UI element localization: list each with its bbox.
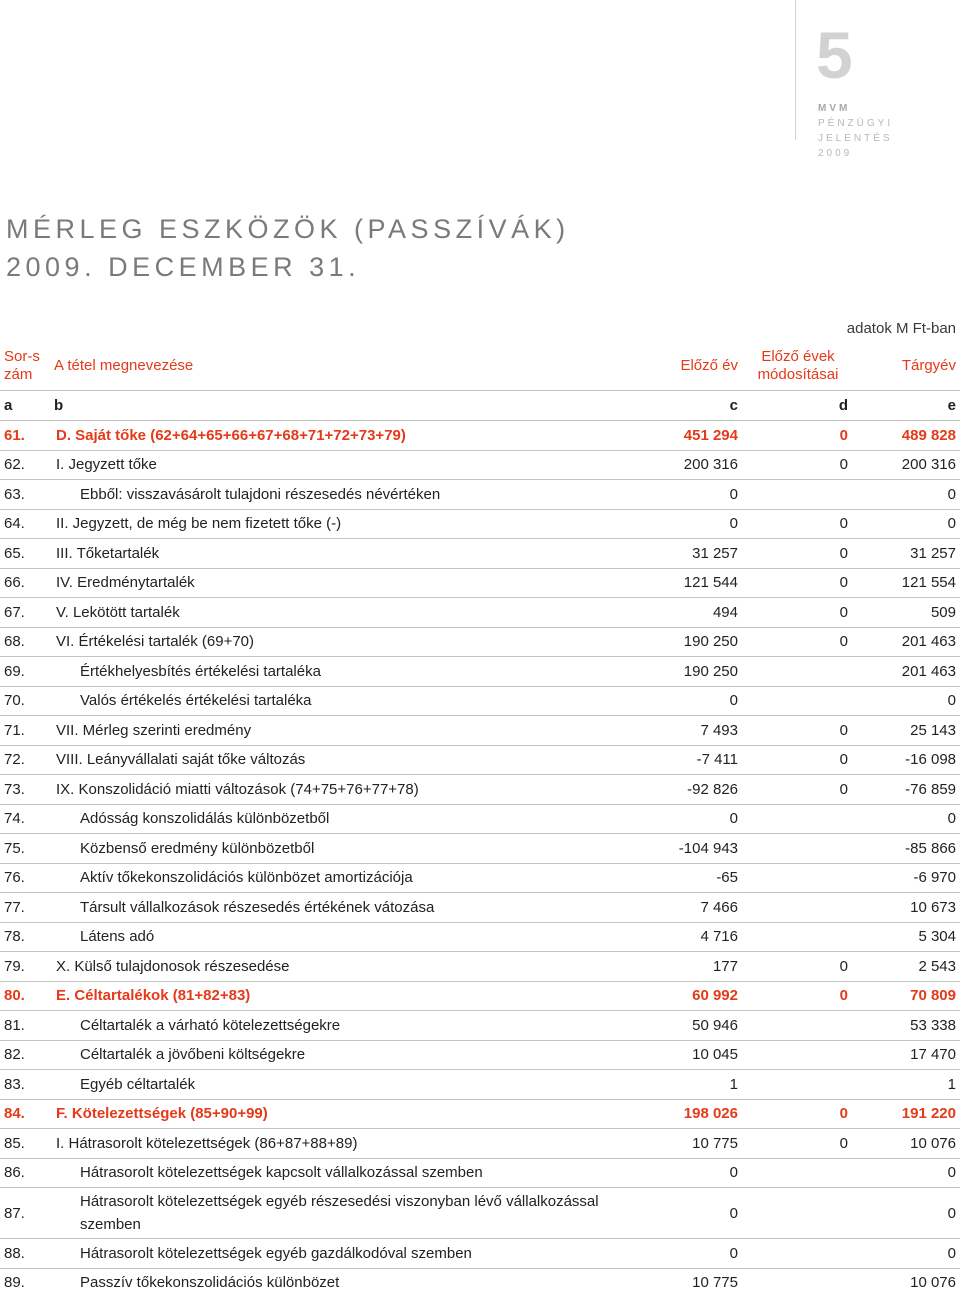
col-header-prev: Előző év <box>620 342 742 391</box>
table-row <box>0 863 960 893</box>
row-prev-year: 0 <box>620 509 742 539</box>
row-number: 77. <box>0 893 50 923</box>
row-modification <box>742 863 854 893</box>
row-current-year: 10 076 <box>854 1129 960 1159</box>
row-name: Adósság konszolidálás különbözetből <box>50 804 620 834</box>
table-row <box>0 450 960 480</box>
row-prev-year: 190 250 <box>620 657 742 687</box>
row-modification: 0 <box>742 568 854 598</box>
row-current-year: 53 338 <box>854 1011 960 1041</box>
row-name: IV. Eredménytartalék <box>50 568 620 598</box>
row-prev-year: 60 992 <box>620 981 742 1011</box>
row-modification: 0 <box>742 421 854 451</box>
row-modification <box>742 657 854 687</box>
row-current-year: 70 809 <box>854 981 960 1011</box>
row-modification: 0 <box>742 952 854 982</box>
row-modification <box>742 922 854 952</box>
row-name: II. Jegyzett, de még be nem fizetett tőke (-) <box>50 509 620 539</box>
row-current-year: 0 <box>854 509 960 539</box>
row-prev-year: 494 <box>620 598 742 628</box>
letter-a: a <box>0 391 50 421</box>
table-row <box>0 1070 960 1100</box>
row-prev-year: -65 <box>620 863 742 893</box>
chapter-number: 5 <box>816 22 853 88</box>
row-number: 62. <box>0 450 50 480</box>
row-prev-year: -7 411 <box>620 745 742 775</box>
row-name: X. Külső tulajdonosok részesedése <box>50 952 620 982</box>
row-prev-year: 177 <box>620 952 742 982</box>
table-row <box>0 1268 960 1297</box>
row-name: Céltartalék a jövőbeni költségekre <box>50 1040 620 1070</box>
row-number: 81. <box>0 1011 50 1041</box>
row-modification <box>742 480 854 510</box>
table-row <box>0 893 960 923</box>
letter-b: b <box>50 391 620 421</box>
row-modification <box>742 804 854 834</box>
row-current-year: 489 828 <box>854 421 960 451</box>
table-row <box>0 627 960 657</box>
row-modification: 0 <box>742 1099 854 1129</box>
row-name: Ebből: visszavásárolt tulajdoni részesedés névértéken <box>50 480 620 510</box>
row-current-year: 200 316 <box>854 450 960 480</box>
table-row <box>0 539 960 569</box>
row-number: 71. <box>0 716 50 746</box>
brand-year: 2009 <box>818 146 960 161</box>
table-row <box>0 922 960 952</box>
table-row <box>0 804 960 834</box>
table-row <box>0 1099 960 1129</box>
row-name: Közbenső eredmény különbözetből <box>50 834 620 864</box>
row-prev-year: 4 716 <box>620 922 742 952</box>
row-current-year: 0 <box>854 804 960 834</box>
row-number: 66. <box>0 568 50 598</box>
row-current-year: -6 970 <box>854 863 960 893</box>
row-number: 87. <box>0 1188 50 1239</box>
table-row <box>0 1188 960 1239</box>
row-modification: 0 <box>742 539 854 569</box>
page-title <box>6 210 570 286</box>
row-current-year: 0 <box>854 1239 960 1269</box>
row-name: I. Jegyzett tőke <box>50 450 620 480</box>
row-number: 89. <box>0 1268 50 1297</box>
row-name: Aktív tőkekonszolidációs különbözet amortizációja <box>50 863 620 893</box>
row-number: 79. <box>0 952 50 982</box>
row-name: Passzív tőkekonszolidációs különbözet <box>50 1268 620 1297</box>
row-current-year: -76 859 <box>854 775 960 805</box>
table-row <box>0 775 960 805</box>
row-prev-year: 0 <box>620 1158 742 1188</box>
row-name: Valós értékelés értékelési tartaléka <box>50 686 620 716</box>
table-row <box>0 568 960 598</box>
row-prev-year: 121 544 <box>620 568 742 598</box>
row-current-year: 191 220 <box>854 1099 960 1129</box>
table-row <box>0 1158 960 1188</box>
table-row <box>0 952 960 982</box>
table-row <box>0 421 960 451</box>
row-name: VI. Értékelési tartalék (69+70) <box>50 627 620 657</box>
row-current-year: 2 543 <box>854 952 960 982</box>
row-number: 74. <box>0 804 50 834</box>
row-modification <box>742 893 854 923</box>
row-modification <box>742 834 854 864</box>
row-modification <box>742 686 854 716</box>
row-current-year: -16 098 <box>854 745 960 775</box>
row-prev-year: 0 <box>620 1188 742 1239</box>
row-modification <box>742 1188 854 1239</box>
letter-c: c <box>620 391 742 421</box>
row-number: 73. <box>0 775 50 805</box>
row-number: 61. <box>0 421 50 451</box>
row-prev-year: 0 <box>620 804 742 834</box>
row-modification <box>742 1268 854 1297</box>
col-header-cur: Tárgyév <box>854 342 960 391</box>
row-prev-year: 0 <box>620 480 742 510</box>
row-number: 76. <box>0 863 50 893</box>
row-prev-year: 7 493 <box>620 716 742 746</box>
row-current-year: 10 673 <box>854 893 960 923</box>
row-name: D. Saját tőke (62+64+65+66+67+68+71+72+73+79) <box>50 421 620 451</box>
row-number: 86. <box>0 1158 50 1188</box>
row-name: E. Céltartalékok (81+82+83) <box>50 981 620 1011</box>
letter-e: e <box>854 391 960 421</box>
row-name: Hátrasorolt kötelezettségek egyéb gazdálkodóval szemben <box>50 1239 620 1269</box>
row-modification: 0 <box>742 716 854 746</box>
row-name: VIII. Leányvállalati saját tőke változás <box>50 745 620 775</box>
brand-name: MVM <box>818 101 960 116</box>
row-prev-year: 10 775 <box>620 1268 742 1297</box>
row-prev-year: 0 <box>620 1239 742 1269</box>
row-modification: 0 <box>742 627 854 657</box>
row-number: 63. <box>0 480 50 510</box>
row-prev-year: -104 943 <box>620 834 742 864</box>
row-number: 65. <box>0 539 50 569</box>
table-row <box>0 480 960 510</box>
row-prev-year: 451 294 <box>620 421 742 451</box>
row-name: Egyéb céltartalék <box>50 1070 620 1100</box>
table-row <box>0 981 960 1011</box>
row-number: 84. <box>0 1099 50 1129</box>
table-row <box>0 745 960 775</box>
row-modification: 0 <box>742 509 854 539</box>
table-row <box>0 1040 960 1070</box>
row-modification <box>742 1070 854 1100</box>
row-number: 70. <box>0 686 50 716</box>
brand-block <box>818 101 960 161</box>
row-modification: 0 <box>742 450 854 480</box>
row-number: 88. <box>0 1239 50 1269</box>
row-name: F. Kötelezettségek (85+90+99) <box>50 1099 620 1129</box>
row-current-year: 1 <box>854 1070 960 1100</box>
row-modification: 0 <box>742 598 854 628</box>
row-number: 78. <box>0 922 50 952</box>
table-row <box>0 834 960 864</box>
letter-d: d <box>742 391 854 421</box>
row-prev-year: 198 026 <box>620 1099 742 1129</box>
row-prev-year: 31 257 <box>620 539 742 569</box>
col-header-mod: Előző évek módosításai <box>742 342 854 391</box>
row-modification <box>742 1011 854 1041</box>
brand-report: PÉNZÜGYI JELENTÉS <box>818 116 960 146</box>
row-name: I. Hátrasorolt kötelezettségek (86+87+88+89) <box>50 1129 620 1159</box>
row-modification: 0 <box>742 775 854 805</box>
row-name: IX. Konszolidáció miatti változások (74+75+76+77+78) <box>50 775 620 805</box>
row-current-year: 0 <box>854 1188 960 1239</box>
row-modification: 0 <box>742 981 854 1011</box>
row-prev-year: 0 <box>620 686 742 716</box>
col-header-num: Sor-szám <box>0 342 50 391</box>
row-name: III. Tőketartalék <box>50 539 620 569</box>
row-name: Hátrasorolt kötelezettségek egyéb részesedési viszonyban lévő vállalkozással szemben <box>50 1188 620 1239</box>
table-row <box>0 686 960 716</box>
row-modification: 0 <box>742 1129 854 1159</box>
row-name: Látens adó <box>50 922 620 952</box>
unit-note: adatok M Ft-ban <box>847 320 956 337</box>
table-header-row <box>0 342 960 391</box>
row-current-year: 0 <box>854 480 960 510</box>
row-current-year: 31 257 <box>854 539 960 569</box>
header-divider <box>795 0 796 140</box>
row-name: Értékhelyesbítés értékelési tartaléka <box>50 657 620 687</box>
row-current-year: 201 463 <box>854 627 960 657</box>
row-modification <box>742 1239 854 1269</box>
table-row <box>0 509 960 539</box>
row-number: 80. <box>0 981 50 1011</box>
row-current-year: 509 <box>854 598 960 628</box>
row-prev-year: -92 826 <box>620 775 742 805</box>
row-number: 64. <box>0 509 50 539</box>
table-row <box>0 716 960 746</box>
row-current-year: 17 470 <box>854 1040 960 1070</box>
table-row <box>0 598 960 628</box>
row-prev-year: 200 316 <box>620 450 742 480</box>
table-row <box>0 1239 960 1269</box>
row-prev-year: 10 045 <box>620 1040 742 1070</box>
row-name: Céltartalék a várható kötelezettségekre <box>50 1011 620 1041</box>
row-current-year: 10 076 <box>854 1268 960 1297</box>
row-prev-year: 190 250 <box>620 627 742 657</box>
row-modification: 0 <box>742 745 854 775</box>
row-current-year: -85 866 <box>854 834 960 864</box>
page-title-line1: MÉRLEG ESZKÖZÖK (PASSZÍVÁK) <box>6 214 570 244</box>
balance-table <box>0 342 960 1297</box>
column-letters-row <box>0 391 960 421</box>
row-number: 75. <box>0 834 50 864</box>
row-prev-year: 10 775 <box>620 1129 742 1159</box>
page-title-line2: 2009. DECEMBER 31. <box>6 252 360 282</box>
row-number: 68. <box>0 627 50 657</box>
row-number: 69. <box>0 657 50 687</box>
row-number: 85. <box>0 1129 50 1159</box>
table-body <box>0 391 960 1297</box>
row-current-year: 25 143 <box>854 716 960 746</box>
row-prev-year: 1 <box>620 1070 742 1100</box>
table-row <box>0 1129 960 1159</box>
row-number: 72. <box>0 745 50 775</box>
row-modification <box>742 1158 854 1188</box>
row-current-year: 0 <box>854 1158 960 1188</box>
row-prev-year: 7 466 <box>620 893 742 923</box>
row-number: 83. <box>0 1070 50 1100</box>
row-name: VII. Mérleg szerinti eredmény <box>50 716 620 746</box>
row-name: Hátrasorolt kötelezettségek kapcsolt vállalkozással szemben <box>50 1158 620 1188</box>
row-modification <box>742 1040 854 1070</box>
row-name: V. Lekötött tartalék <box>50 598 620 628</box>
row-current-year: 121 554 <box>854 568 960 598</box>
row-current-year: 5 304 <box>854 922 960 952</box>
col-header-name: A tétel megnevezése <box>50 342 620 391</box>
row-current-year: 0 <box>854 686 960 716</box>
row-current-year: 201 463 <box>854 657 960 687</box>
row-name: Társult vállalkozások részesedés értékének vátozása <box>50 893 620 923</box>
row-number: 82. <box>0 1040 50 1070</box>
row-prev-year: 50 946 <box>620 1011 742 1041</box>
table-row <box>0 1011 960 1041</box>
table-row <box>0 657 960 687</box>
row-number: 67. <box>0 598 50 628</box>
